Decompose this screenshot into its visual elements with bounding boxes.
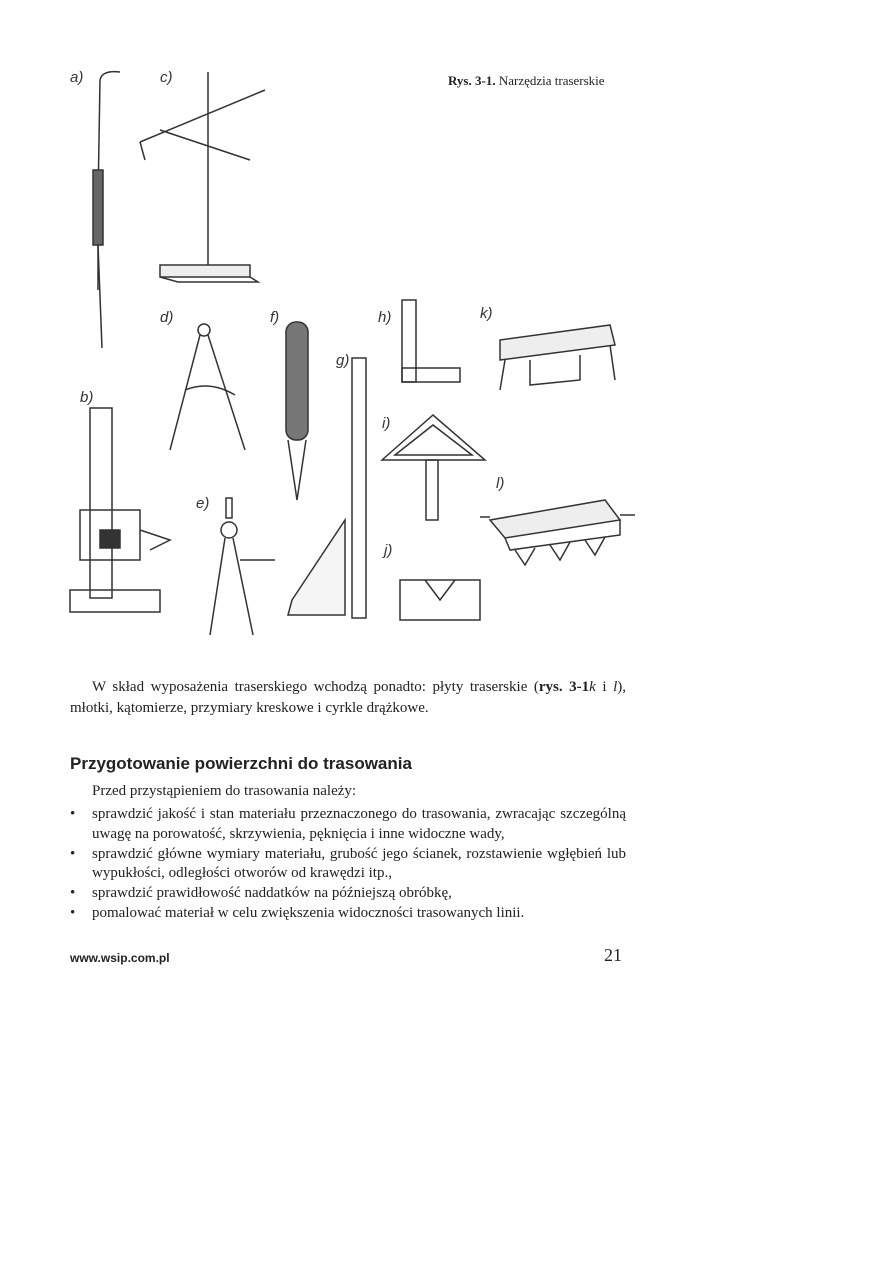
divider-drawing xyxy=(170,324,245,450)
try-square-drawing xyxy=(402,300,460,382)
label-e: e) xyxy=(196,495,210,512)
label-b: b) xyxy=(80,389,94,406)
label-g: g) xyxy=(336,352,350,369)
bullet-item: • sprawdzić prawidłowość naddatków na późniejszą obróbkę, xyxy=(70,884,626,904)
label-a: a) xyxy=(70,69,84,86)
caption-prefix: Rys. 3-1. xyxy=(448,73,496,88)
surface-plate-drawing xyxy=(480,500,635,565)
paragraph-ref: rys. 3-1 xyxy=(538,679,590,695)
paragraph-ref-l: l xyxy=(613,679,618,695)
caption-text: Narzędzia traserskie xyxy=(495,73,605,88)
label-j: j) xyxy=(384,542,393,559)
figure-caption xyxy=(448,73,605,89)
bullet-item: • sprawdzić jakość i stan materiału przeznaczonego do trasowania, zwracając szczególną uwagę na porowatość, skrzywienia, pęknięcia i inne widoczne wady, xyxy=(70,805,626,845)
scriber-drawing xyxy=(93,72,120,348)
paragraph-ref-k: k xyxy=(589,679,596,695)
center-punch-drawing xyxy=(286,322,308,500)
page-number: 21 xyxy=(604,945,622,965)
section-heading: Przygotowanie powierzchni do trasowania xyxy=(70,754,412,773)
label-c: c) xyxy=(160,69,173,86)
label-h: h) xyxy=(378,309,392,326)
tools-figure xyxy=(60,60,640,650)
label-l: l) xyxy=(496,475,505,492)
footer-url: www.wsip.com.pl xyxy=(70,951,170,965)
compass-drawing xyxy=(210,498,275,635)
bullet-item: • sprawdzić główne wymiary materiału, grubość jego ścianek, rozstawienie wgłębień lub wypukłości, odległości otworów od krawędzi itp., xyxy=(70,845,626,885)
surface-gauge-drawing xyxy=(140,72,265,282)
angle-plate-drawing xyxy=(500,325,615,390)
bullet-item: • pomalować materiał w celu zwiększenia widoczności trasowanych linii. xyxy=(70,904,626,924)
paragraph-ref-mid: i xyxy=(595,679,614,695)
center-square-drawing xyxy=(382,415,485,520)
paragraph-text-before: W skład wyposażenia traserskiego wchodzą ponadto: płyty traserskie ( xyxy=(92,679,539,695)
tools-illustration xyxy=(60,60,640,650)
body-paragraph xyxy=(70,677,626,719)
label-d: d) xyxy=(160,309,174,326)
height-gauge-drawing xyxy=(70,408,170,612)
bullet-list xyxy=(70,805,626,924)
label-f: f) xyxy=(270,309,280,326)
v-block-drawing xyxy=(400,580,480,620)
label-k: k) xyxy=(480,305,493,322)
label-i: i) xyxy=(382,415,391,432)
section-intro: Przed przystąpieniem do trasowania należy: xyxy=(92,783,357,799)
paragraph-text-after: ), młotki, kątomierze, przymiary kreskowe i cyrkle drążkowe. xyxy=(70,679,627,716)
